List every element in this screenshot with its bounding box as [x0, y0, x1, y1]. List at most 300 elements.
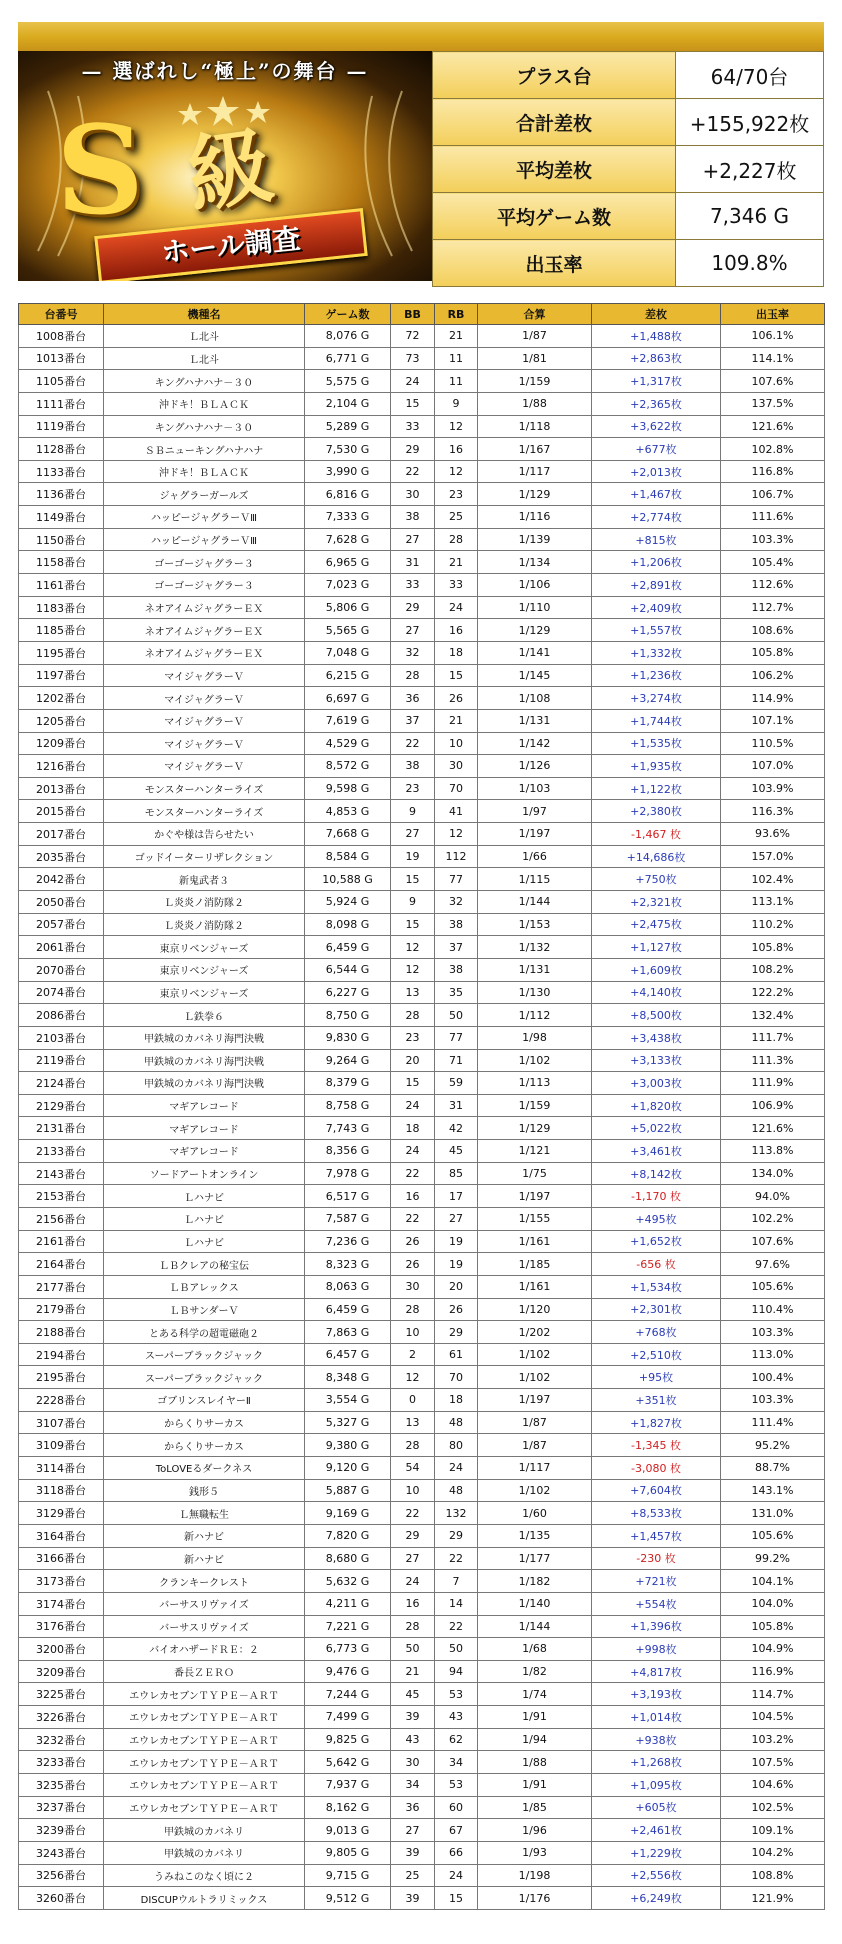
rb-count: 23	[435, 483, 478, 506]
machine-number: 2228番台	[19, 1389, 104, 1412]
bb-count: 10	[391, 1321, 435, 1344]
payout-rate: 122.2%	[721, 981, 825, 1004]
payout-rate: 95.2%	[721, 1434, 825, 1457]
machine-name: ソードアートオンライン	[104, 1162, 305, 1185]
payout-rate: 106.2%	[721, 664, 825, 687]
table-row	[19, 1253, 825, 1276]
machine-number: 2177番台	[19, 1275, 104, 1298]
rb-count: 18	[435, 641, 478, 664]
rb-count: 28	[435, 528, 478, 551]
column-header: 台番号	[19, 304, 104, 325]
payout-rate: 112.7%	[721, 596, 825, 619]
table-row	[19, 370, 825, 393]
machine-number: 2042番台	[19, 868, 104, 891]
coin-difference: +1,467枚	[592, 483, 721, 506]
payout-rate: 110.5%	[721, 732, 825, 755]
coin-difference: +3,193枚	[592, 1683, 721, 1706]
game-count: 7,587 G	[305, 1207, 391, 1230]
combined-rate: 1/91	[478, 1774, 592, 1797]
table-row	[19, 1841, 825, 1864]
bb-count: 15	[391, 1072, 435, 1095]
combined-rate: 1/74	[478, 1683, 592, 1706]
coin-difference: +2,461枚	[592, 1819, 721, 1842]
bb-count: 26	[391, 1253, 435, 1276]
combined-rate: 1/82	[478, 1660, 592, 1683]
rb-count: 45	[435, 1140, 478, 1163]
machine-number: 1136番台	[19, 483, 104, 506]
table-row	[19, 1185, 825, 1208]
payout-rate: 105.8%	[721, 1615, 825, 1638]
table-header-row	[19, 304, 825, 325]
machine-name: からくりサーカス	[104, 1411, 305, 1434]
rb-count: 41	[435, 800, 478, 823]
table-row	[19, 1389, 825, 1412]
rb-count: 37	[435, 936, 478, 959]
machine-number: 1013番台	[19, 347, 104, 370]
rb-count: 85	[435, 1162, 478, 1185]
machine-number: 3237番台	[19, 1796, 104, 1819]
game-count: 8,063 G	[305, 1275, 391, 1298]
combined-rate: 1/108	[478, 687, 592, 710]
combined-rate: 1/98	[478, 1026, 592, 1049]
game-count: 6,227 G	[305, 981, 391, 1004]
machine-number: 3239番台	[19, 1819, 104, 1842]
header-bar	[18, 22, 824, 51]
machine-name: クランキークレスト	[104, 1570, 305, 1593]
bb-count: 27	[391, 1819, 435, 1842]
rb-count: 21	[435, 709, 478, 732]
coin-difference: +1,535枚	[592, 732, 721, 755]
payout-rate: 110.2%	[721, 913, 825, 936]
bb-count: 22	[391, 1207, 435, 1230]
bb-count: 29	[391, 438, 435, 461]
game-count: 7,863 G	[305, 1321, 391, 1344]
combined-rate: 1/117	[478, 460, 592, 483]
combined-rate: 1/110	[478, 596, 592, 619]
coin-difference: +750枚	[592, 868, 721, 891]
combined-rate: 1/94	[478, 1728, 592, 1751]
game-count: 6,517 G	[305, 1185, 391, 1208]
machine-number: 3166番台	[19, 1547, 104, 1570]
combined-rate: 1/198	[478, 1864, 592, 1887]
rb-count: 22	[435, 1615, 478, 1638]
table-row	[19, 1615, 825, 1638]
payout-rate: 104.0%	[721, 1592, 825, 1615]
machine-number: 2179番台	[19, 1298, 104, 1321]
rb-count: 24	[435, 596, 478, 619]
table-row	[19, 664, 825, 687]
table-row	[19, 1117, 825, 1140]
payout-rate: 107.5%	[721, 1751, 825, 1774]
table-row	[19, 528, 825, 551]
bb-count: 33	[391, 574, 435, 597]
rb-count: 10	[435, 732, 478, 755]
summary-value: 64/70台	[676, 52, 824, 99]
payout-rate: 105.6%	[721, 1524, 825, 1547]
bb-count: 27	[391, 1547, 435, 1570]
payout-rate: 93.6%	[721, 823, 825, 846]
game-count: 7,937 G	[305, 1774, 391, 1797]
payout-rate: 121.9%	[721, 1887, 825, 1910]
table-row	[19, 1864, 825, 1887]
combined-rate: 1/96	[478, 1819, 592, 1842]
game-count: 4,853 G	[305, 800, 391, 823]
bb-count: 9	[391, 891, 435, 914]
machine-number: 2103番台	[19, 1026, 104, 1049]
game-count: 2,104 G	[305, 392, 391, 415]
machine-name: バーサスリヴァイズ	[104, 1592, 305, 1615]
combined-rate: 1/91	[478, 1706, 592, 1729]
summary-value: +155,922枚	[676, 99, 824, 146]
coin-difference: +605枚	[592, 1796, 721, 1819]
coin-difference: +95枚	[592, 1366, 721, 1389]
game-count: 9,512 G	[305, 1887, 391, 1910]
table-row	[19, 460, 825, 483]
table-row	[19, 936, 825, 959]
rb-count: 77	[435, 868, 478, 891]
bb-count: 10	[391, 1479, 435, 1502]
bb-count: 73	[391, 347, 435, 370]
bb-count: 16	[391, 1185, 435, 1208]
table-row	[19, 551, 825, 574]
bb-count: 28	[391, 1615, 435, 1638]
payout-rate: 103.3%	[721, 528, 825, 551]
table-row	[19, 913, 825, 936]
combined-rate: 1/185	[478, 1253, 592, 1276]
machine-number: 2133番台	[19, 1140, 104, 1163]
rb-count: 42	[435, 1117, 478, 1140]
machine-number: 1133番台	[19, 460, 104, 483]
summary-row	[433, 52, 824, 99]
table-row	[19, 1230, 825, 1253]
rb-count: 80	[435, 1434, 478, 1457]
rb-count: 35	[435, 981, 478, 1004]
payout-rate: 121.6%	[721, 1117, 825, 1140]
bb-count: 23	[391, 1026, 435, 1049]
coin-difference: -230 枚	[592, 1547, 721, 1570]
game-count: 8,098 G	[305, 913, 391, 936]
payout-rate: 104.2%	[721, 1841, 825, 1864]
bb-count: 50	[391, 1638, 435, 1661]
machine-number: 3235番台	[19, 1774, 104, 1797]
payout-rate: 157.0%	[721, 845, 825, 868]
rb-count: 33	[435, 574, 478, 597]
machine-name: エウレカセブンＴＹＰＥ－ＡＲＴ	[104, 1706, 305, 1729]
machine-number: 1185番台	[19, 619, 104, 642]
rb-count: 19	[435, 1253, 478, 1276]
summary-value: 109.8%	[676, 240, 824, 287]
bb-count: 38	[391, 506, 435, 529]
machine-name: 甲鉄城のカバネリ海門決戦	[104, 1072, 305, 1095]
bb-count: 22	[391, 1502, 435, 1525]
machine-name: ＬＢサンダーＶ	[104, 1298, 305, 1321]
machine-number: 1008番台	[19, 325, 104, 348]
machine-number: 1111番台	[19, 392, 104, 415]
game-count: 9,715 G	[305, 1864, 391, 1887]
machine-name: 新ハナビ	[104, 1524, 305, 1547]
table-row	[19, 1524, 825, 1547]
machine-number: 2119番台	[19, 1049, 104, 1072]
payout-rate: 114.7%	[721, 1683, 825, 1706]
payout-rate: 104.6%	[721, 1774, 825, 1797]
coin-difference: +2,475枚	[592, 913, 721, 936]
rb-count: 31	[435, 1094, 478, 1117]
machine-name: マイジャグラーＶ	[104, 732, 305, 755]
machine-name: 甲鉄城のカバネリ	[104, 1819, 305, 1842]
combined-rate: 1/144	[478, 891, 592, 914]
table-row	[19, 1366, 825, 1389]
coin-difference: +1,609枚	[592, 958, 721, 981]
rb-count: 26	[435, 1298, 478, 1321]
bb-count: 30	[391, 1275, 435, 1298]
table-row	[19, 709, 825, 732]
rb-count: 12	[435, 460, 478, 483]
combined-rate: 1/155	[478, 1207, 592, 1230]
combined-rate: 1/176	[478, 1887, 592, 1910]
table-row	[19, 1751, 825, 1774]
payout-rate: 116.9%	[721, 1660, 825, 1683]
rb-count: 71	[435, 1049, 478, 1072]
machine-number: 3209番台	[19, 1660, 104, 1683]
table-row	[19, 1004, 825, 1027]
machine-number: 3107番台	[19, 1411, 104, 1434]
rb-count: 21	[435, 325, 478, 348]
rb-count: 26	[435, 687, 478, 710]
rb-count: 112	[435, 845, 478, 868]
coin-difference: +1,820枚	[592, 1094, 721, 1117]
bb-count: 24	[391, 370, 435, 393]
column-header: 出玉率	[721, 304, 825, 325]
machine-name: バイオハザードＲＥ：２	[104, 1638, 305, 1661]
bb-count: 54	[391, 1457, 435, 1480]
combined-rate: 1/197	[478, 1389, 592, 1412]
bb-count: 29	[391, 1524, 435, 1547]
payout-rate: 108.8%	[721, 1864, 825, 1887]
game-count: 7,048 G	[305, 641, 391, 664]
combined-rate: 1/106	[478, 574, 592, 597]
payout-rate: 103.3%	[721, 1321, 825, 1344]
machine-name: エウレカセブンＴＹＰＥ－ＡＲＴ	[104, 1774, 305, 1797]
machine-number: 3260番台	[19, 1887, 104, 1910]
rb-count: 66	[435, 1841, 478, 1864]
combined-rate: 1/182	[478, 1570, 592, 1593]
coin-difference: +721枚	[592, 1570, 721, 1593]
game-count: 9,380 G	[305, 1434, 391, 1457]
combined-rate: 1/88	[478, 392, 592, 415]
machine-number: 2086番台	[19, 1004, 104, 1027]
machine-name: 番長ＺＥＲＯ	[104, 1660, 305, 1683]
game-count: 4,211 G	[305, 1592, 391, 1615]
table-row	[19, 732, 825, 755]
machine-number: 2143番台	[19, 1162, 104, 1185]
game-count: 9,013 G	[305, 1819, 391, 1842]
game-count: 8,680 G	[305, 1547, 391, 1570]
rb-count: 24	[435, 1457, 478, 1480]
bb-count: 24	[391, 1140, 435, 1163]
coin-difference: +351枚	[592, 1389, 721, 1412]
summary-label: 平均ゲーム数	[433, 193, 676, 240]
coin-difference: +1,317枚	[592, 370, 721, 393]
machine-number: 2194番台	[19, 1343, 104, 1366]
payout-rate: 134.0%	[721, 1162, 825, 1185]
game-count: 5,887 G	[305, 1479, 391, 1502]
game-count: 8,758 G	[305, 1094, 391, 1117]
game-count: 7,820 G	[305, 1524, 391, 1547]
coin-difference: -656 枚	[592, 1253, 721, 1276]
machine-name: マイジャグラーＶ	[104, 709, 305, 732]
table-row	[19, 1819, 825, 1842]
payout-rate: 108.2%	[721, 958, 825, 981]
coin-difference: +554枚	[592, 1592, 721, 1615]
combined-rate: 1/129	[478, 619, 592, 642]
payout-rate: 102.5%	[721, 1796, 825, 1819]
table-row	[19, 325, 825, 348]
machine-name: モンスターハンターライズ	[104, 777, 305, 800]
banner-image	[18, 51, 432, 281]
payout-rate: 131.0%	[721, 1502, 825, 1525]
table-row	[19, 1026, 825, 1049]
machine-number: 2188番台	[19, 1321, 104, 1344]
machine-name: 沖ドキ！ＢＬＡＣＫ	[104, 460, 305, 483]
column-header: 差枚	[592, 304, 721, 325]
machine-name: ネオアイムジャグラーＥＸ	[104, 641, 305, 664]
machine-name: キングハナハナ－３０	[104, 415, 305, 438]
bb-count: 45	[391, 1683, 435, 1706]
combined-rate: 1/97	[478, 800, 592, 823]
game-count: 3,554 G	[305, 1389, 391, 1412]
coin-difference: +8,142枚	[592, 1162, 721, 1185]
summary-label: 合計差枚	[433, 99, 676, 146]
table-row	[19, 1887, 825, 1910]
machine-name: ゴーゴージャグラー３	[104, 551, 305, 574]
game-count: 9,120 G	[305, 1457, 391, 1480]
table-row	[19, 958, 825, 981]
combined-rate: 1/93	[478, 1841, 592, 1864]
machine-number: 3233番台	[19, 1751, 104, 1774]
combined-rate: 1/153	[478, 913, 592, 936]
bb-count: 24	[391, 1094, 435, 1117]
payout-rate: 107.6%	[721, 1230, 825, 1253]
machine-name: 東京リベンジャーズ	[104, 981, 305, 1004]
rb-count: 20	[435, 1275, 478, 1298]
summary-row	[433, 146, 824, 193]
coin-difference: +1,457枚	[592, 1524, 721, 1547]
rb-count: 18	[435, 1389, 478, 1412]
combined-rate: 1/102	[478, 1343, 592, 1366]
table-row	[19, 1140, 825, 1163]
table-row	[19, 1660, 825, 1683]
bb-count: 15	[391, 868, 435, 891]
coin-difference: +1,744枚	[592, 709, 721, 732]
payout-rate: 121.6%	[721, 415, 825, 438]
table-row	[19, 845, 825, 868]
payout-rate: 105.8%	[721, 641, 825, 664]
payout-rate: 88.7%	[721, 1457, 825, 1480]
game-count: 6,215 G	[305, 664, 391, 687]
payout-rate: 100.4%	[721, 1366, 825, 1389]
coin-difference: +4,817枚	[592, 1660, 721, 1683]
machine-name: スーパーブラックジャック	[104, 1366, 305, 1389]
payout-rate: 104.5%	[721, 1706, 825, 1729]
game-count: 6,697 G	[305, 687, 391, 710]
table-row	[19, 891, 825, 914]
table-row	[19, 347, 825, 370]
machine-name: かぐや様は告らせたい	[104, 823, 305, 846]
coin-difference: +5,022枚	[592, 1117, 721, 1140]
table-row	[19, 1298, 825, 1321]
rb-count: 9	[435, 392, 478, 415]
machine-name: 東京リベンジャーズ	[104, 958, 305, 981]
table-row	[19, 483, 825, 506]
combined-rate: 1/103	[478, 777, 592, 800]
bb-count: 22	[391, 460, 435, 483]
combined-rate: 1/75	[478, 1162, 592, 1185]
coin-difference: +1,122枚	[592, 777, 721, 800]
game-count: 3,990 G	[305, 460, 391, 483]
game-count: 8,356 G	[305, 1140, 391, 1163]
game-count: 7,244 G	[305, 1683, 391, 1706]
game-count: 5,565 G	[305, 619, 391, 642]
bb-count: 43	[391, 1728, 435, 1751]
coin-difference: -1,345 枚	[592, 1434, 721, 1457]
rb-count: 12	[435, 415, 478, 438]
bb-count: 9	[391, 800, 435, 823]
machine-number: 2050番台	[19, 891, 104, 914]
banner-tagline: — 選ばれし“極上”の舞台 —	[81, 59, 369, 83]
bb-count: 34	[391, 1774, 435, 1797]
bb-count: 39	[391, 1887, 435, 1910]
table-row	[19, 1638, 825, 1661]
game-count: 7,499 G	[305, 1706, 391, 1729]
payout-rate: 94.0%	[721, 1185, 825, 1208]
game-count: 5,642 G	[305, 1751, 391, 1774]
table-row	[19, 1547, 825, 1570]
bb-count: 24	[391, 1570, 435, 1593]
payout-rate: 110.4%	[721, 1298, 825, 1321]
machine-number: 2195番台	[19, 1366, 104, 1389]
payout-rate: 111.4%	[721, 1411, 825, 1434]
machine-number: 1205番台	[19, 709, 104, 732]
game-count: 7,333 G	[305, 506, 391, 529]
payout-rate: 102.8%	[721, 438, 825, 461]
combined-rate: 1/130	[478, 981, 592, 1004]
rb-count: 11	[435, 370, 478, 393]
machine-name: Ｌハナビ	[104, 1207, 305, 1230]
game-count: 6,459 G	[305, 936, 391, 959]
machine-name: 沖ドキ！ＢＬＡＣＫ	[104, 392, 305, 415]
table-row	[19, 1207, 825, 1230]
column-header: BB	[391, 304, 435, 325]
game-count: 8,323 G	[305, 1253, 391, 1276]
rb-count: 7	[435, 1570, 478, 1593]
coin-difference: +1,557枚	[592, 619, 721, 642]
machine-name: 銭形５	[104, 1479, 305, 1502]
payout-rate: 106.1%	[721, 325, 825, 348]
machine-name: エウレカセブンＴＹＰＥ－ＡＲＴ	[104, 1751, 305, 1774]
game-count: 5,632 G	[305, 1570, 391, 1593]
combined-rate: 1/145	[478, 664, 592, 687]
coin-difference: +1,534枚	[592, 1275, 721, 1298]
rb-count: 16	[435, 619, 478, 642]
bb-count: 21	[391, 1660, 435, 1683]
machine-name: ＳＢニューキングハナハナ	[104, 438, 305, 461]
summary-label: プラス台	[433, 52, 676, 99]
rb-count: 50	[435, 1638, 478, 1661]
summary-row	[433, 99, 824, 146]
bb-count: 37	[391, 709, 435, 732]
coin-difference: +6,249枚	[592, 1887, 721, 1910]
coin-difference: +1,488枚	[592, 325, 721, 348]
